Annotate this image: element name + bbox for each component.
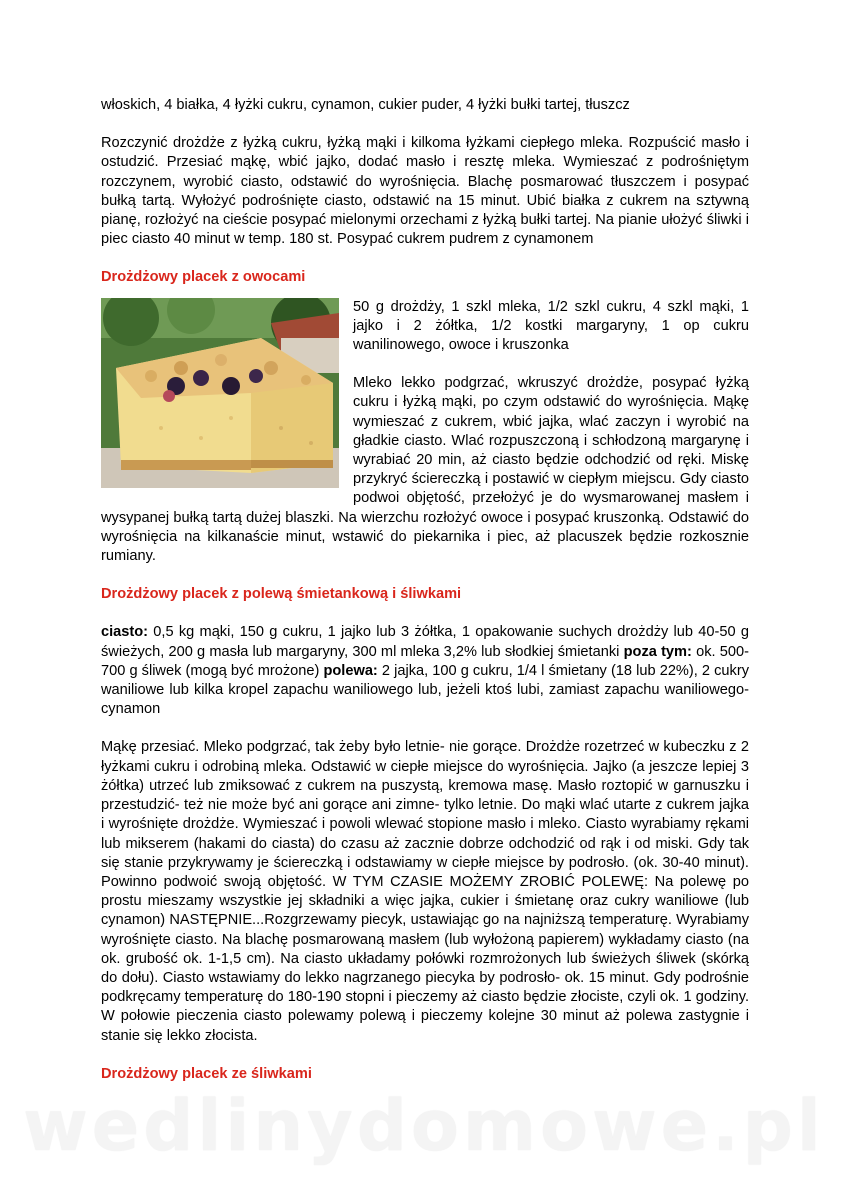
recipe1-ingredients: 50 g drożdży, 1 szkl mleka, 1/2 szkl cukru, 4 szkl mąki, 1 jajko i 2 żółtka, 1/2 kostki margaryny, 1 op cukru wanilinowego, owoce i kruszonka xyxy=(353,298,749,354)
recipe2-ingredients xyxy=(101,623,749,719)
cake-photo xyxy=(101,298,339,488)
label-polewa: polewa: xyxy=(323,662,378,679)
intro-ingredients-tail: włoskich, 4 białka, 4 łyżki cukru, cynamon, cukier puder, 4 łyżki bułki tartej, tłuszcz xyxy=(101,97,630,113)
label-ciasto: ciasto: xyxy=(101,624,149,641)
watermark: wedlinydomowe.pl xyxy=(23,1085,825,1167)
recipe2-method: Mąkę przesiać. Mleko podgrzać, tak żeby było letnie- nie gorące. Drożdże rozetrzeć w kubeczku z 2 łyżkami cukru i odrobiną mleka. Odstawić w ciepłe miejsce do wyrośnięcia. Jajko (a jeszcze lepiej 3 żółtka) utrzeć lub zmiksować z cukrem na puszystą, kremowa masę. Masło roztopić w garnuszku i przestudzić- też nie może być ani gorące ani zimne- tylko letnie. Do mąki wlać utarte z cukrem jajka i wyrośnięte drożdże. Wymieszać i powoli wlewać stopione masło i mleko. Ciasto wyrabiamy rękami lub mikserem (hakami do ciasta) do czasu aż zacznie dobrze odchodzić od rąk i od miski. Gdy tak się stanie przykrywamy je ściereczką i odstawiamy w ciepłe miejsce by podrosło. (ok. 30-40 minut). Powinno podwoić swoją objętość. W TYM CZASIE MOŻEMY ZROBIĆ POLEWĘ: Na polewę po prostu mieszamy wszystkie jej składniki a więc jajka, cukier i śmietanę oraz cukry waniliowe (lub cynamon) NASTĘPNIE...Rozgrzewamy piecyk, ustawiając go na najniższą temperaturę. Wyrabiamy wyrośnięte ciasto. Na blachę posmarowaną masłem (lub wyłożoną papierem) wykładamy ciasto (na ok. grubość ok. 1-1,5 cm). Na ciasto układamy połówki rozmrożonych lub świeżych śliwek (skórką do dołu). Ciasto wstawiamy do lekko nagrzanego piecyka by podrosło- ok. 15 minut. Gdy podrośnie podkręcamy temperaturę do 180-190 stopni i pieczemy aż ciasto będzie złociste, czyli ok. 1 godziny. W połowie pieczenia ciasto polewamy polewą i pieczemy kolejne 30 minut aż polewa zastygnie i stanie się lekko złocista. xyxy=(101,739,749,1044)
recipe3-title: Drożdżowy placek ze śliwkami xyxy=(101,1065,312,1082)
label-poza-tym: poza tym: xyxy=(623,643,692,660)
polewa-text: 2 jajka, 100 g cukru, 1/4 l śmietany (18 lub 22%), 2 cukry waniliowe lub kilka kropel zapachu waniliowego lub, jeżeli ktoś lubi, zamiast zapachu waniliowego- cynamon xyxy=(101,662,749,718)
recipe1-method: Mleko lekko podgrzać, wkruszyć drożdże, posypać łyżką cukru i łyżką mąki, po czym odstawić do wyrośnięcia. Mąkę wymieszać z cukrem, wbić jajka, wlać zaczyn i wyrobić na gładkie ciasto. Wlać rozpuszczoną i schłodzoną margarynę i wyrabiać 20 min, aż ciasto będzie odchodzić od ręki. Miskę przykryć ściereczką i postawić w ciepłym miejscu. Gdy ciasto podwoi objętość, przełożyć je do wysmarowanej masłem i wysypanej bułką tartą dużej blaszki. Na wierzchu rozłożyć owoce i posypać kruszonką. Odstawić do wyrośnięcia na kilkanaście minut, wstawić do piekarnika i piec, aż placuszek będzie rozkosznie rumiany. xyxy=(101,375,749,565)
recipe1-title: Drożdżowy placek z owocami xyxy=(101,269,306,286)
recipe2-title: Drożdżowy placek z polewą śmietankową i śliwkami xyxy=(101,586,462,603)
document-page xyxy=(101,96,749,1084)
poza-tym-text: ok. 500-700 g śliwek (mogą być mrożone) xyxy=(101,643,750,679)
intro-method: Rozczynić drożdże z łyżką cukru, łyżką mąki i kilkoma łyżkami ciepłego mleka. Rozpuścić masło i ostudzić. Przesiać mąkę, wbić jajko, dodać masło i resztę mleka. Wymieszać z podrośniętym rozczynem, wyrobić ciasto, odstawić do wyrośnięcia. Blachę posmarować tłuszczem i posypać bułką tartą. Wyłożyć podrośnięte ciasto, odstawić na 15 minut. Ubić białka z cukrem na sztywną pianę, rozłożyć na cieście posypać mielonymi orzechami z łyżką bułki tartej. Na pianie ułożyć śliwki i piec ciasto 40 minut w temp. 180 st. Posypać cukrem pudrem z cynamonem xyxy=(101,135,749,248)
ciasto-text: 0,5 kg mąki, 150 g cukru, 1 jajko lub 3 żółtka, 1 opakowanie suchych drożdży lub 40-50 g świeżych, 200 g masła lub margaryny, 300 ml mleka 3,2% lub słodkiej śmietanki xyxy=(101,624,749,660)
